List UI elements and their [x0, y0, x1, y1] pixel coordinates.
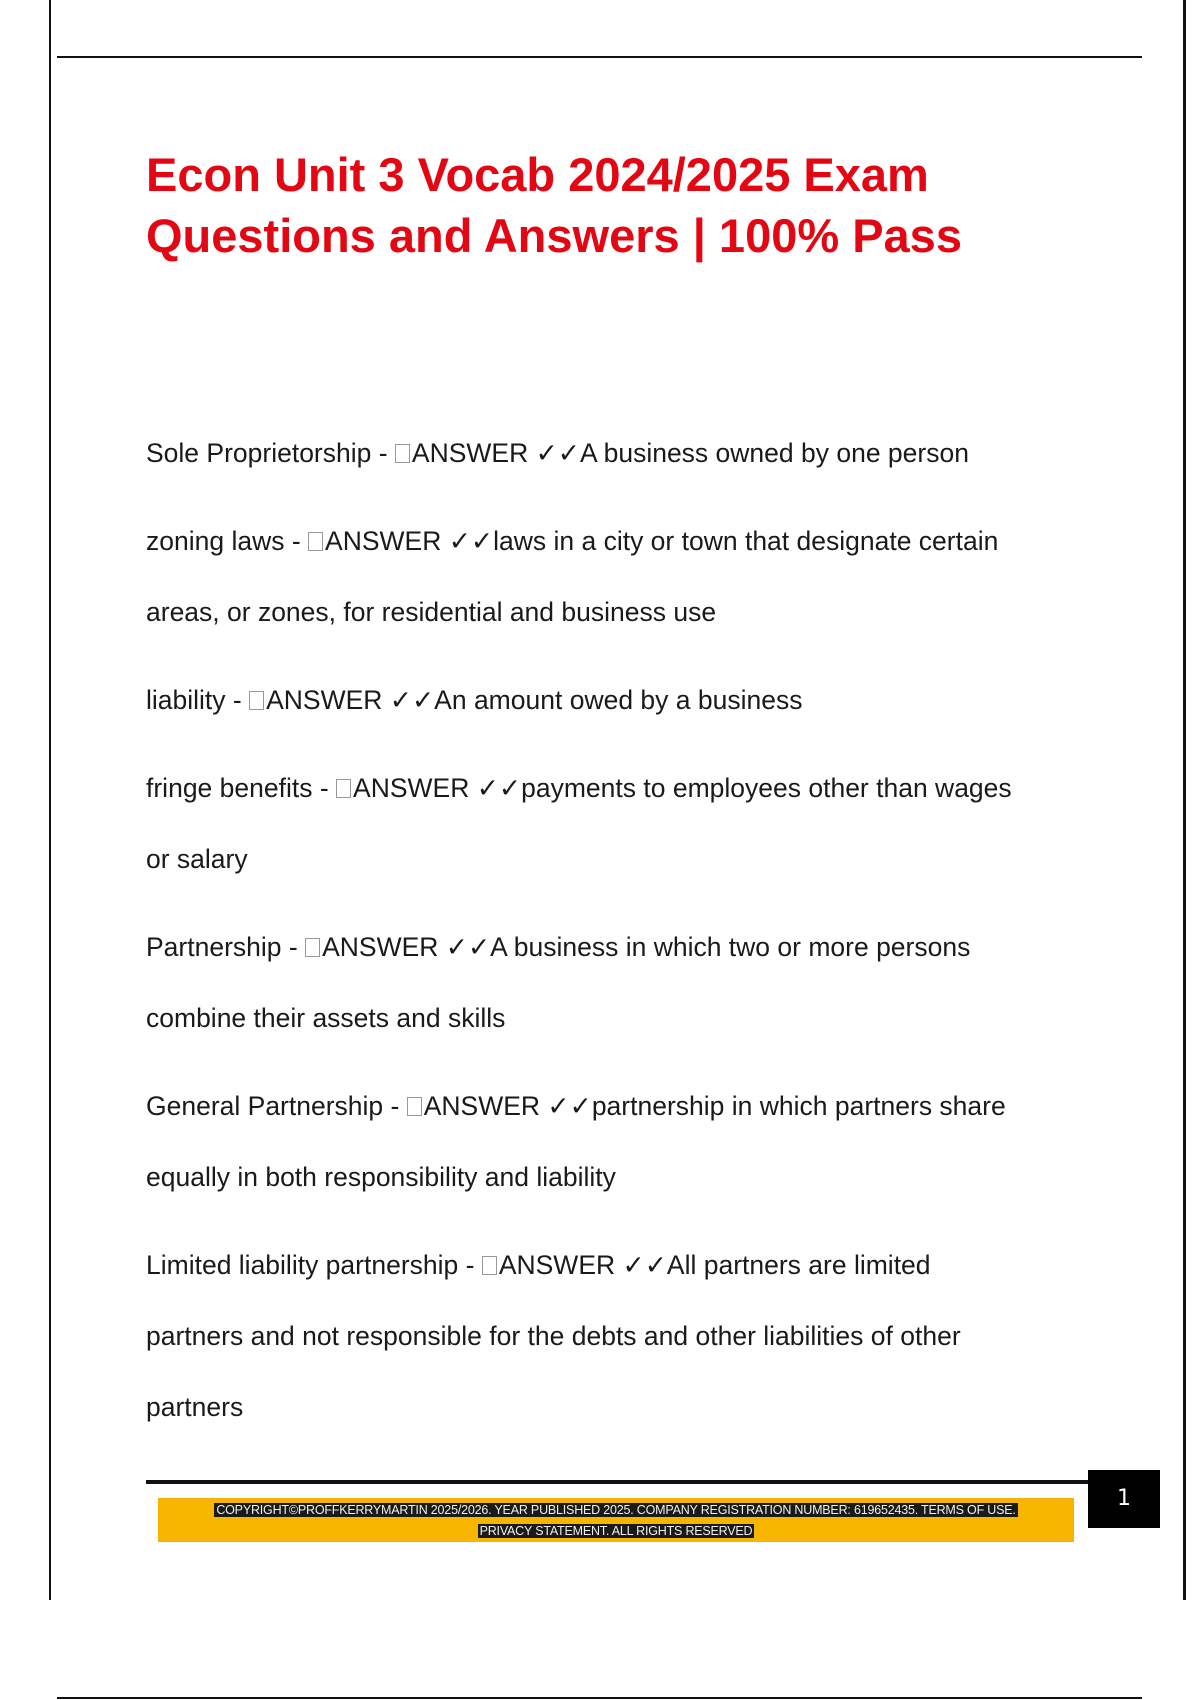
vocab-entry — [146, 753, 1086, 895]
missing-glyph-box-icon — [308, 532, 323, 551]
vocab-entry — [146, 506, 1086, 648]
page-border-left — [49, 0, 51, 1600]
entry-first-line — [146, 506, 1086, 577]
title-line-1: Econ Unit 3 Vocab 2024/2025 Exam — [146, 148, 929, 201]
entry-definition-text: An amount owed by a business — [434, 685, 803, 715]
page-border-right — [1183, 0, 1186, 1600]
vocab-entry — [146, 912, 1086, 1054]
entry-definition-text: or salary — [146, 844, 248, 874]
missing-glyph-box-icon — [395, 444, 410, 463]
answer-marker: ANSWER ✓✓ — [411, 438, 581, 468]
entry-definition-text: A business owned by one person — [580, 438, 969, 468]
entry-term: liability - — [146, 685, 250, 715]
entry-definition-text: All partners are limited — [666, 1250, 931, 1280]
vocab-entry — [146, 665, 1086, 736]
title-line-2: Questions and Answers | 100% Pass — [146, 209, 962, 262]
entry-definition-text: areas, or zones, for residential and business use — [146, 597, 717, 627]
missing-glyph-box-icon — [336, 779, 351, 798]
answer-marker: ANSWER ✓✓ — [353, 773, 522, 803]
entry-first-line — [146, 418, 1086, 489]
answer-marker: ANSWER ✓✓ — [325, 526, 494, 556]
entry-first-line — [146, 912, 1086, 983]
missing-glyph-box-icon — [407, 1097, 422, 1116]
entry-first-line — [146, 1071, 1086, 1142]
entry-term: Sole Proprietorship - — [146, 438, 395, 468]
entry-first-line — [146, 1230, 1086, 1301]
entry-term: Limited liability partnership - — [146, 1250, 482, 1280]
entry-continuation-line — [146, 1301, 1086, 1372]
copyright-line-2: PRIVACY STATEMENT. ALL RIGHTS RESERVED — [479, 1524, 753, 1538]
header-rule — [57, 56, 1142, 58]
entry-definition-text: partners — [146, 1392, 244, 1422]
entry-definition-text: A business in which two or more persons — [490, 932, 971, 962]
entry-continuation-line — [146, 1142, 1086, 1213]
answer-marker: ANSWER ✓✓ — [498, 1250, 667, 1280]
missing-glyph-box-icon — [249, 691, 264, 710]
entry-term: fringe benefits - — [146, 773, 337, 803]
copyright-text — [158, 1500, 1074, 1542]
entry-first-line — [146, 665, 1086, 736]
answer-marker: ANSWER ✓✓ — [322, 932, 491, 962]
entry-definition-text: combine their assets and skills — [146, 1003, 506, 1033]
entry-continuation-line — [146, 1372, 1086, 1443]
entry-continuation-line — [146, 577, 1086, 648]
entry-definition-text: partners and not responsible for the debts and other liabilities of other — [146, 1321, 961, 1351]
entry-continuation-line — [146, 983, 1086, 1054]
footer-rule — [146, 1480, 1090, 1484]
entry-term: Partnership - — [146, 932, 306, 962]
missing-glyph-box-icon — [305, 938, 320, 957]
entry-continuation-line — [146, 824, 1086, 895]
vocab-entry — [146, 1230, 1086, 1443]
vocab-entry — [146, 1071, 1086, 1213]
vocab-entry — [146, 418, 1086, 489]
missing-glyph-box-icon — [482, 1256, 497, 1275]
answer-marker: ANSWER ✓✓ — [266, 685, 435, 715]
entry-first-line — [146, 753, 1086, 824]
bottom-rule — [57, 1697, 1142, 1699]
document-title — [146, 144, 1106, 266]
entry-definition-text: partnership in which partners share — [591, 1091, 1006, 1121]
answer-marker: ANSWER ✓✓ — [423, 1091, 592, 1121]
vocab-entry-list — [146, 418, 1086, 1460]
page-number: 1 — [1088, 1470, 1160, 1528]
entry-definition-text: laws in a city or town that designate certain — [493, 526, 999, 556]
entry-term: zoning laws - — [146, 526, 309, 556]
entry-definition-text: payments to employees other than wages — [521, 773, 1012, 803]
entry-definition-text: equally in both responsibility and liability — [146, 1162, 616, 1192]
entry-term: General Partnership - — [146, 1091, 407, 1121]
copyright-line-1: COPYRIGHT©PROFFKERRYMARTIN 2025/2026. YEAR PUBLISHED 2025. COMPANY REGISTRATION NUMBER: 619652435. TERMS OF USE. — [216, 1503, 1016, 1517]
